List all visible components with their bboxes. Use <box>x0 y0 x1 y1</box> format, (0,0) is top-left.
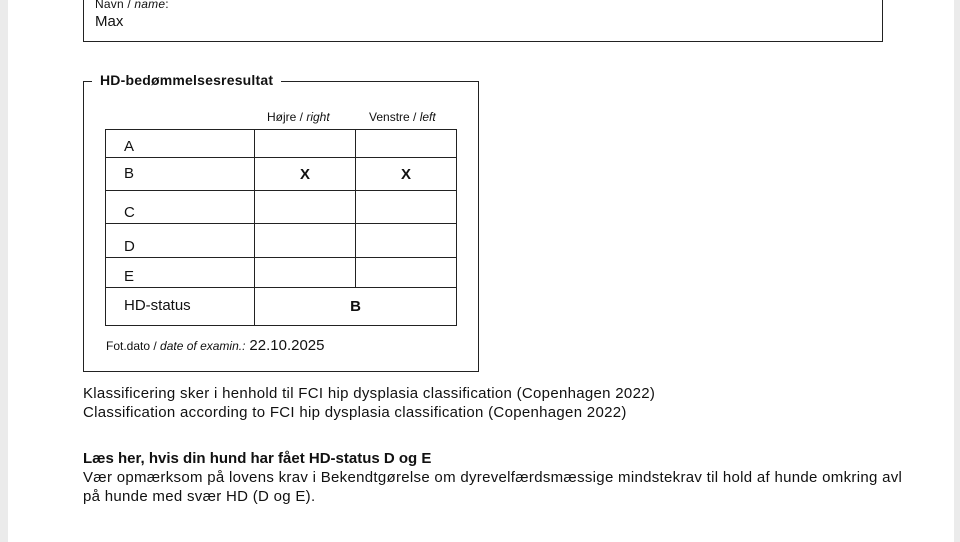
grade-cell-right: X <box>255 158 356 191</box>
notice-heading: Læs her, hvis din hund har fået HD-status D og E <box>83 450 432 467</box>
table-row <box>106 224 457 257</box>
grade-cell-right <box>255 224 356 257</box>
notice-body: Vær opmærksom på lovens krav i Bekendtgørelse om dyrevelfærdsmæssige mindstekrav til hold af hunde omkring avl på hunde med svær HD (D og E). <box>83 469 903 505</box>
grade-label: C <box>106 191 255 224</box>
table-row <box>106 257 457 287</box>
grade-cell-left <box>356 191 457 224</box>
grade-cell-left <box>356 130 457 158</box>
grade-cell-left: X <box>356 158 457 191</box>
name-field-value: Max <box>95 13 124 30</box>
classification-line-en: Classification according to FCI hip dysplasia classification (Copenhagen 2022) <box>83 404 627 421</box>
name-label-en: name <box>134 0 166 11</box>
name-label-colon: : <box>165 0 169 11</box>
grade-label: D <box>106 224 255 257</box>
col-left-da: Venstre / <box>369 110 420 124</box>
hd-status-label: HD-status <box>106 287 255 325</box>
name-label-da: Navn / <box>95 0 135 11</box>
grade-cell-right <box>255 191 356 224</box>
col-right-da: Højre / <box>267 110 307 124</box>
grade-cell-left <box>356 224 457 257</box>
name-field-label <box>95 0 169 11</box>
grade-label: B <box>106 158 255 191</box>
table-row <box>106 191 457 224</box>
grade-cell-left <box>356 257 457 287</box>
hd-result-box <box>83 72 479 372</box>
column-header-left <box>369 110 436 124</box>
col-left-en: left <box>419 110 436 124</box>
grade-label: E <box>106 257 255 287</box>
classification-line-da: Klassificering sker i henhold til FCI hip dysplasia classification (Copenhagen 2022) <box>83 385 656 402</box>
col-right-en: right <box>306 110 330 124</box>
hd-result-title: HD-bedømmelsesresultat <box>92 72 281 88</box>
exam-date: 22.10.2025 <box>249 337 325 354</box>
column-header-right <box>267 110 330 124</box>
classification-text <box>83 384 655 422</box>
table-row <box>106 287 457 325</box>
grade-cell-right <box>255 130 356 158</box>
grade-label: A <box>106 130 255 158</box>
grade-cell-right <box>255 257 356 287</box>
document-page <box>8 0 954 542</box>
exam-label-en: date of examin.: <box>160 339 246 353</box>
hd-grade-table <box>105 129 457 326</box>
table-row <box>106 158 457 191</box>
exam-label-da: Fot.dato / <box>106 339 161 353</box>
notice-section <box>83 449 903 506</box>
table-row <box>106 130 457 158</box>
exam-date-line <box>106 337 325 354</box>
hd-status-value: B <box>255 287 457 325</box>
name-field-box <box>83 0 883 42</box>
